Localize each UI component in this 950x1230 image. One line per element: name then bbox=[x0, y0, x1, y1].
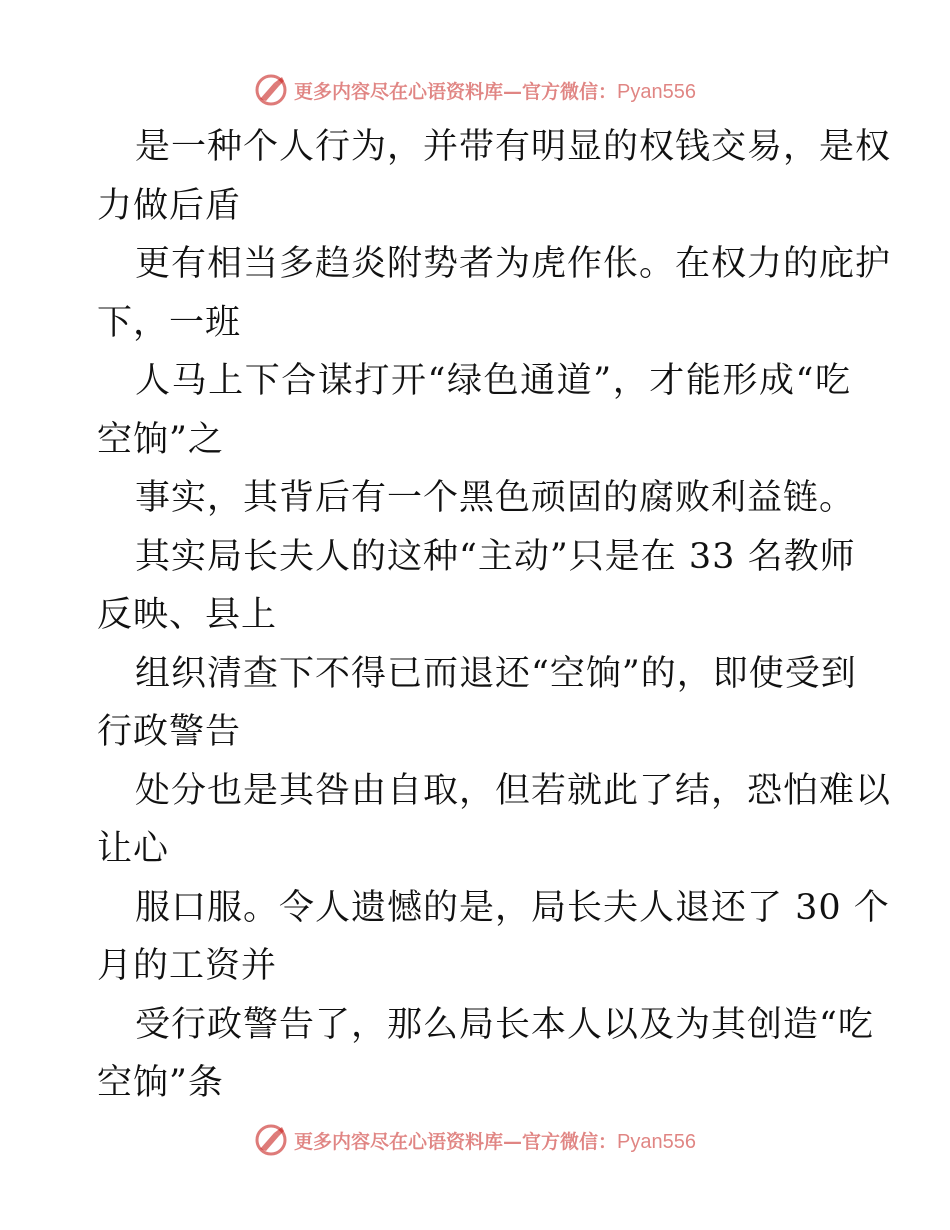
watermark-text: 更多内容尽在心语资料库—官方微信：Pyan556 bbox=[294, 80, 696, 103]
text-line: 组织清查下不得已而退还“空饷”的，即使受到 bbox=[135, 653, 857, 694]
text-line: 空饷”条 bbox=[97, 1063, 224, 1103]
header-watermark bbox=[0, 70, 950, 110]
text-line: 人马上下合谋打开“绿色通道”，才能形成“吃 bbox=[135, 361, 851, 401]
text-line: 事实，其背后有一个黑色顽固的腐败利益链。 bbox=[135, 478, 856, 518]
text-line: 受行政警告了，那么局长本人以及为其创造“吃 bbox=[135, 1004, 874, 1045]
text-line: 力做后盾 bbox=[97, 185, 242, 226]
brand-logo-icon bbox=[254, 1123, 288, 1157]
text-line: 反映、县上 bbox=[97, 595, 278, 635]
watermark-text: 更多内容尽在心语资料库—官方微信：Pyan556 bbox=[294, 1130, 696, 1153]
text-line: 月的工资并 bbox=[97, 946, 278, 986]
brand-logo-icon bbox=[254, 73, 288, 107]
text-line: 其实局长夫人的这种“主动”只是在 33 名教师 bbox=[135, 536, 856, 577]
watermark-wechat-id: Pyan556 bbox=[617, 1130, 696, 1153]
text-line: 是一种个人行为，并带有明显的权钱交易，是权 bbox=[135, 127, 892, 167]
text-line: 服口服。令人遗憾的是，局长夫人退还了 30 个 bbox=[135, 887, 890, 928]
text-line: 更有相当多趋炎附势者为虎作伥。在权力的庇护 bbox=[135, 244, 892, 284]
text-line: 下，一班 bbox=[97, 302, 242, 343]
text-line: 让心 bbox=[97, 829, 170, 869]
text-line: 行政警告 bbox=[97, 712, 242, 752]
text-line: 空饷”之 bbox=[97, 419, 224, 460]
text-line: 处分也是其咎由自取，但若就此了结，恐怕难以 bbox=[135, 770, 892, 811]
document-body bbox=[97, 118, 892, 1113]
footer-watermark bbox=[0, 1120, 950, 1160]
watermark-wechat-id: Pyan556 bbox=[617, 80, 696, 103]
